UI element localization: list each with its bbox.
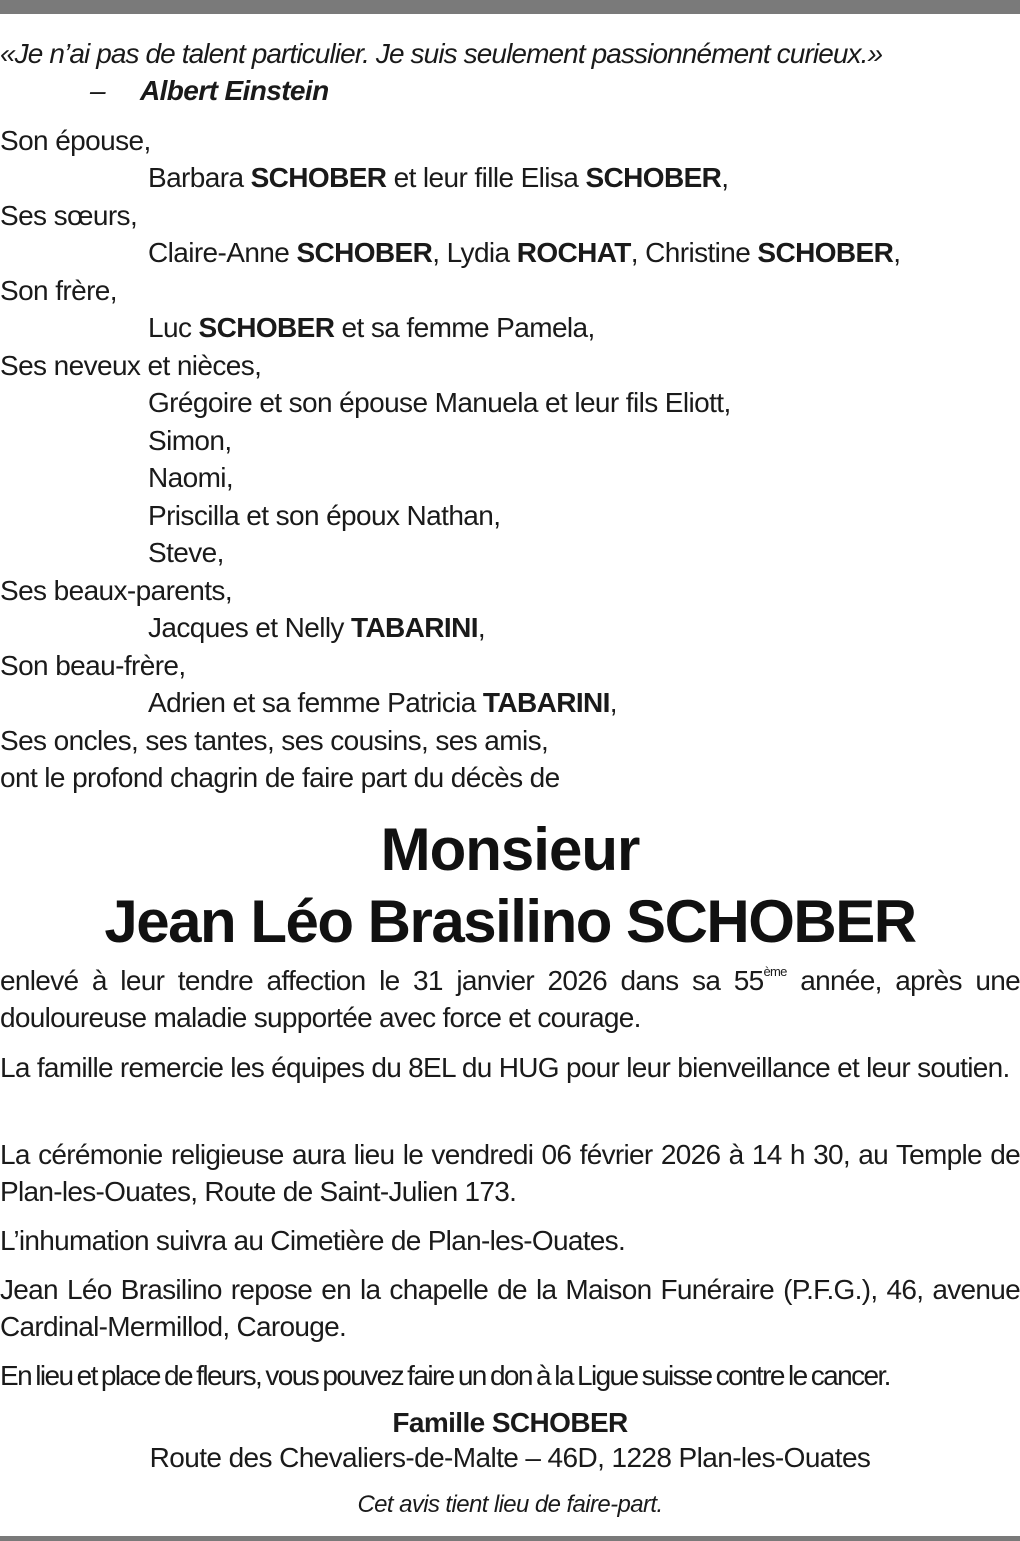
soeurs-names: Claire-Anne SCHOBER, Lydia ROCHAT, Christine SCHOBER,	[148, 237, 901, 268]
epouse-names: Barbara SCHOBER et leur fille Elisa SCHOBER,	[148, 162, 729, 193]
epigraph-author-line	[90, 74, 329, 108]
signature: Famille SCHOBER	[392, 1407, 628, 1438]
frere-label: Son frère,	[0, 275, 117, 306]
announce-line: ont le profond chagrin de faire part du décès de	[0, 762, 560, 793]
paragraph-death: enlevé à leur tendre affection le 31 janvier 2026 dans sa 55ème année, après une douloureuse maladie supportée avec force et courage.	[0, 964, 1020, 1033]
paragraph-donation: En lieu et place de fleurs, vous pouvez faire un don à la Ligue suisse contre le cancer.	[0, 1360, 890, 1391]
neveux-item: Steve,	[148, 537, 224, 568]
beauxparents-label: Ses beaux-parents,	[0, 575, 233, 606]
neveux-label: Ses neveux et nièces,	[0, 350, 262, 381]
frere-names: Luc SCHOBER et sa femme Pamela,	[148, 312, 595, 343]
bottom-rule	[0, 1536, 1020, 1541]
neveux-item: Naomi,	[148, 462, 234, 493]
notice-note: Cet avis tient lieu de faire-part.	[357, 1491, 663, 1518]
epigraph-author: Albert Einstein	[140, 75, 329, 106]
neveux-item: Simon,	[148, 425, 232, 456]
family-address: Route des Chevaliers-de-Malte – 46D, 1228 Plan-les-Ouates	[149, 1442, 871, 1473]
epouse-label: Son épouse,	[0, 125, 151, 156]
neveux-item: Grégoire et son épouse Manuela et leur fils Eliott,	[148, 387, 731, 418]
paragraph-thanks: La famille remercie les équipes du 8EL du HUG pour leur bienveillance et leur soutien.	[0, 1052, 1010, 1083]
paragraph-burial: L’inhumation suivra au Cimetière de Plan-les-Ouates.	[0, 1225, 626, 1256]
epigraph-quote: «Je n’ai pas de talent particulier. Je suis seulement passionnément curieux.»	[0, 38, 883, 69]
beaufrere-names: Adrien et sa femme Patricia TABARINI,	[148, 687, 617, 718]
beauxparents-names: Jacques et Nelly TABARINI,	[148, 612, 486, 643]
epigraph-dash: –	[90, 75, 105, 106]
deceased-title: Monsieur	[380, 816, 640, 883]
paragraph-ceremony: La cérémonie religieuse aura lieu le vendredi 06 février 2026 à 14 h 30, au Temple de Plan-les-Ouates, Route de Saint-Julien 173.	[0, 1139, 1020, 1207]
deceased-name: Jean Léo Brasilino SCHOBER	[104, 888, 916, 955]
soeurs-label: Ses sœurs,	[0, 200, 138, 231]
top-rule	[0, 0, 1020, 14]
beaufrere-label: Son beau-frère,	[0, 650, 186, 681]
others-line: Ses oncles, ses tantes, ses cousins, ses amis,	[0, 725, 549, 756]
paragraph-chapel: Jean Léo Brasilino repose en la chapelle de la Maison Funéraire (P.F.G.), 46, avenue Cardinal-Mermillod, Carouge.	[0, 1274, 1020, 1342]
neveux-item: Priscilla et son époux Nathan,	[148, 500, 501, 531]
